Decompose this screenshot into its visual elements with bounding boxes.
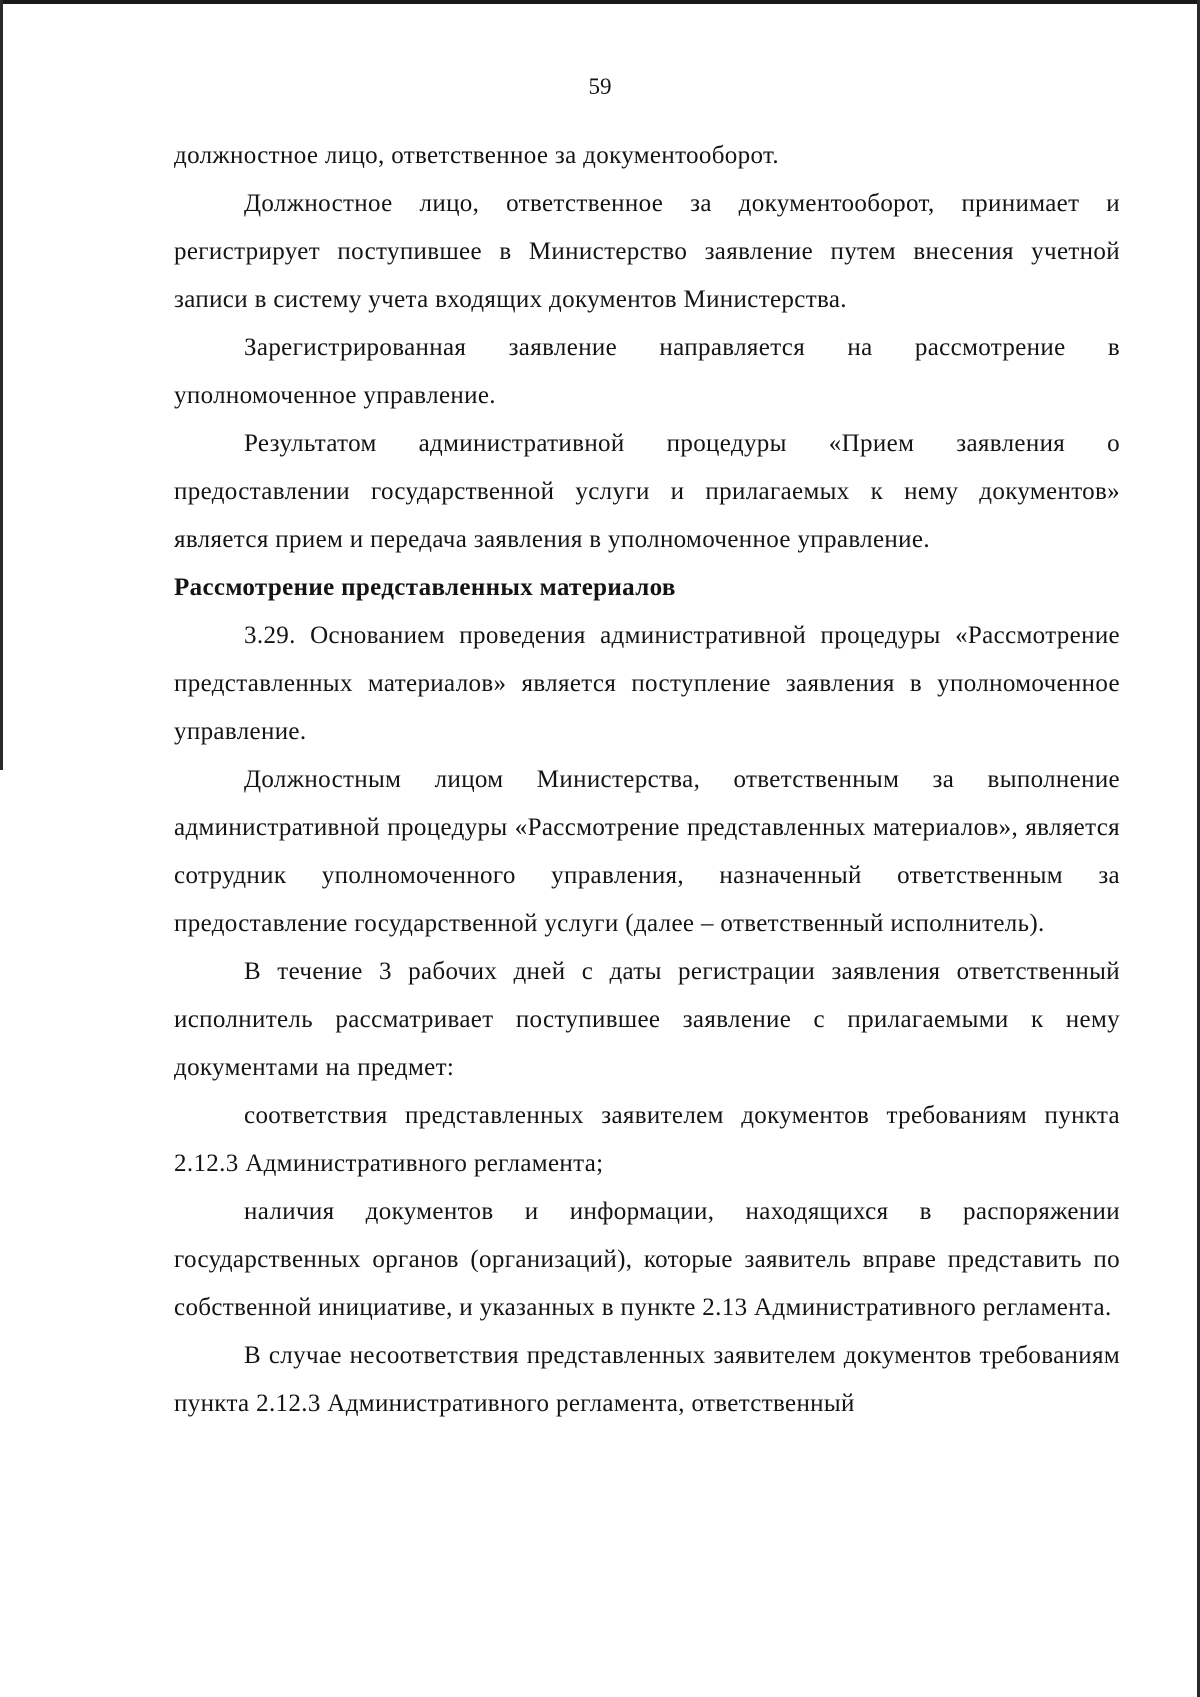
paragraph: наличия документов и информации, находящихся в распоряжении государственных органов (организаций), которые заявитель вправе представить по собственной инициативе, и указанных в пункте 2.13 Административного регламента. [174,1198,1120,1321]
scan-edge-top [0,0,1200,4]
paragraph: 3.29. Основанием проведения административной процедуры «Рассмотрение представленных материалов» является поступление заявления в уполномоченное управление. [174,622,1120,745]
scan-edge-left [0,0,3,770]
paragraph: В течение 3 рабочих дней с даты регистрации заявления ответственный исполнитель рассматривает поступившее заявление с прилагаемыми к нему документами на предмет: [174,958,1120,1081]
paragraph: Должностным лицом Министерства, ответственным за выполнение административной процедуры «Рассмотрение представленных материалов», является сотрудник уполномоченного управления, назначенный ответственным за предоставление государственной услуги (далее – ответственный исполнитель). [174,766,1120,937]
paragraph: должностное лицо, ответственное за документооборот. [174,142,780,169]
page-number: 59 [588,74,612,99]
paragraph: В случае несоответствия представленных заявителем документов требованиям пункта 2.12.3 Административного регламента, ответственный [174,1342,1120,1417]
document-body [174,132,1120,1428]
paragraph: Должностное лицо, ответственное за документооборот, принимает и регистрирует поступившее в Министерство заявление путем внесения учетной записи в систему учета входящих документов Министерства. [174,190,1120,313]
paragraph: Результатом административной процедуры «Прием заявления о предоставлении государственной услуги и прилагаемых к нему документов» является прием и передача заявления в уполномоченное управление. [174,430,1120,553]
paragraph: Зарегистрированная заявление направляется на рассмотрение в уполномоченное управление. [174,334,1120,409]
paragraph: соответствия представленных заявителем документов требованиям пункта 2.12.3 Административного регламента; [174,1102,1120,1177]
section-heading: Рассмотрение представленных материалов [174,574,676,601]
